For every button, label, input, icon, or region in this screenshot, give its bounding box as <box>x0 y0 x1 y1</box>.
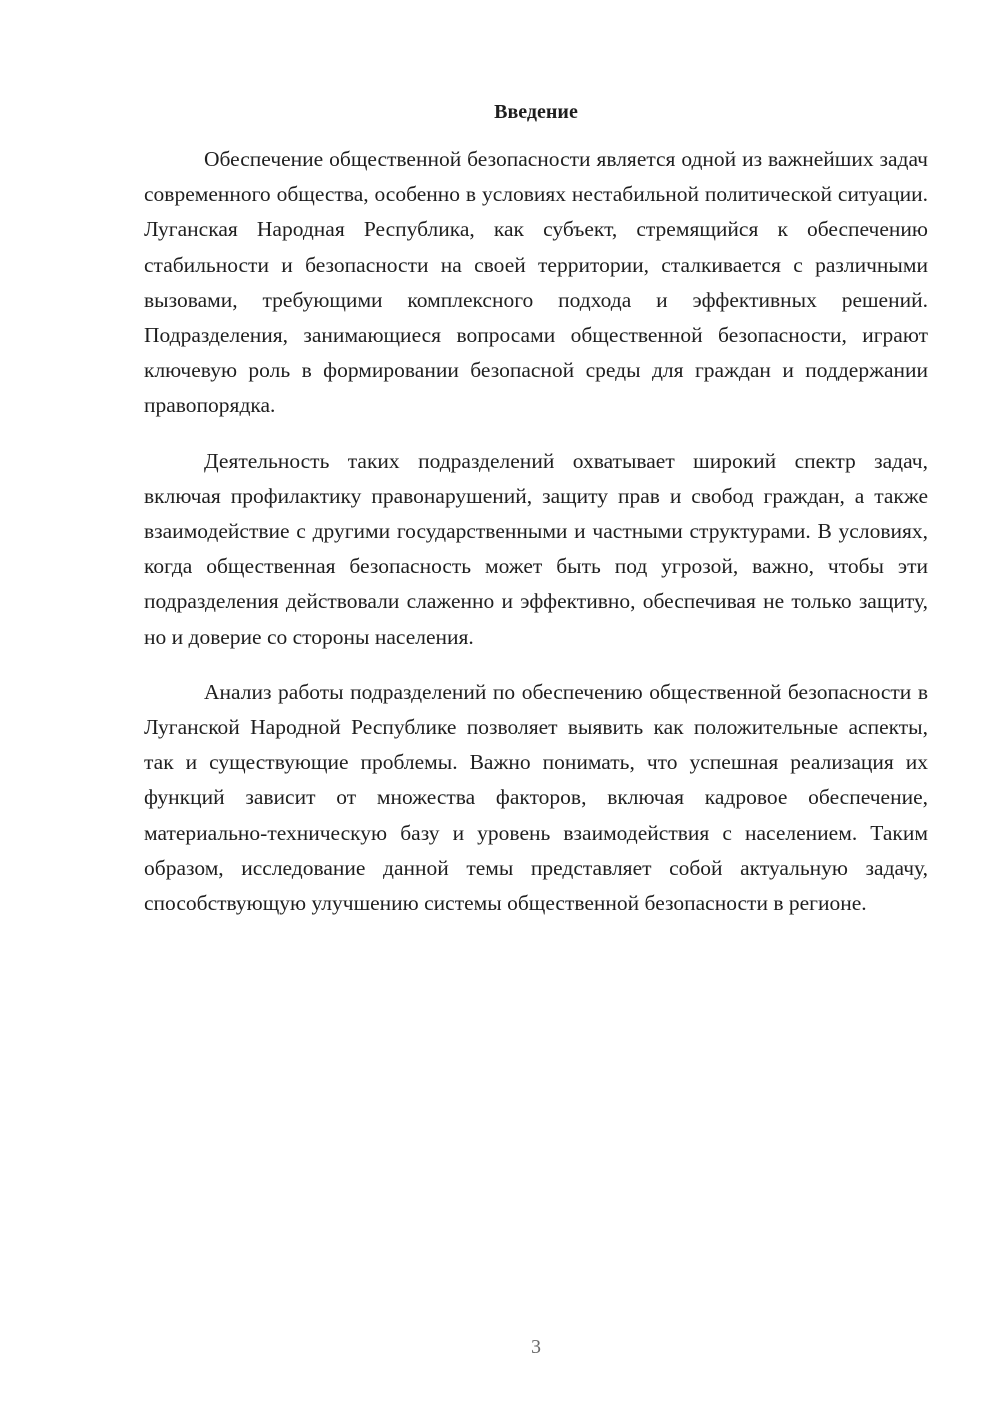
page-number: 3 <box>531 1336 541 1358</box>
paragraph-2: Деятельность таких подразделений охватывает широкий спектр задач, включая профилактику правонарушений, защиту прав и свобод граждан, а также взаимодействие с другими государственными и частными структурами. В условиях, когда общественная безопасность может быть под угрозой, важно, чтобы эти подразделения действовали слаженно и эффективно, обеспечивая не только защиту, но и доверие со стороны населения. <box>144 448 928 649</box>
page-title: Введение <box>494 101 578 123</box>
paragraph-3: Анализ работы подразделений по обеспечению общественной безопасности в Луганской Народной Республике позволяет выявить как положительные аспекты, так и существующие проблемы. Важно понимать, что успешная реализация их функций зависит от множества факторов, включая кадровое обеспечение, материально-техническую базу и уровень взаимодействия с населением. Таким образом, исследование данной темы представляет собой актуальную задачу, способствующую улучшению системы общественной безопасности в регионе. <box>144 679 928 916</box>
document-body <box>144 142 928 941</box>
paragraph-1: Обеспечение общественной безопасности является одной из важнейших задач современного общества, особенно в условиях нестабильной политической ситуации. Луганская Народная Республика, как субъект, стремящийся к обеспечению стабильности и безопасности на своей территории, сталкивается с различными вызовами, требующими комплексного подхода и эффективных решений. Подразделения, занимающиеся вопросами общественной безопасности, играют ключевую роль в формировании безопасной среды для граждан и поддержании правопорядка. <box>144 147 928 418</box>
